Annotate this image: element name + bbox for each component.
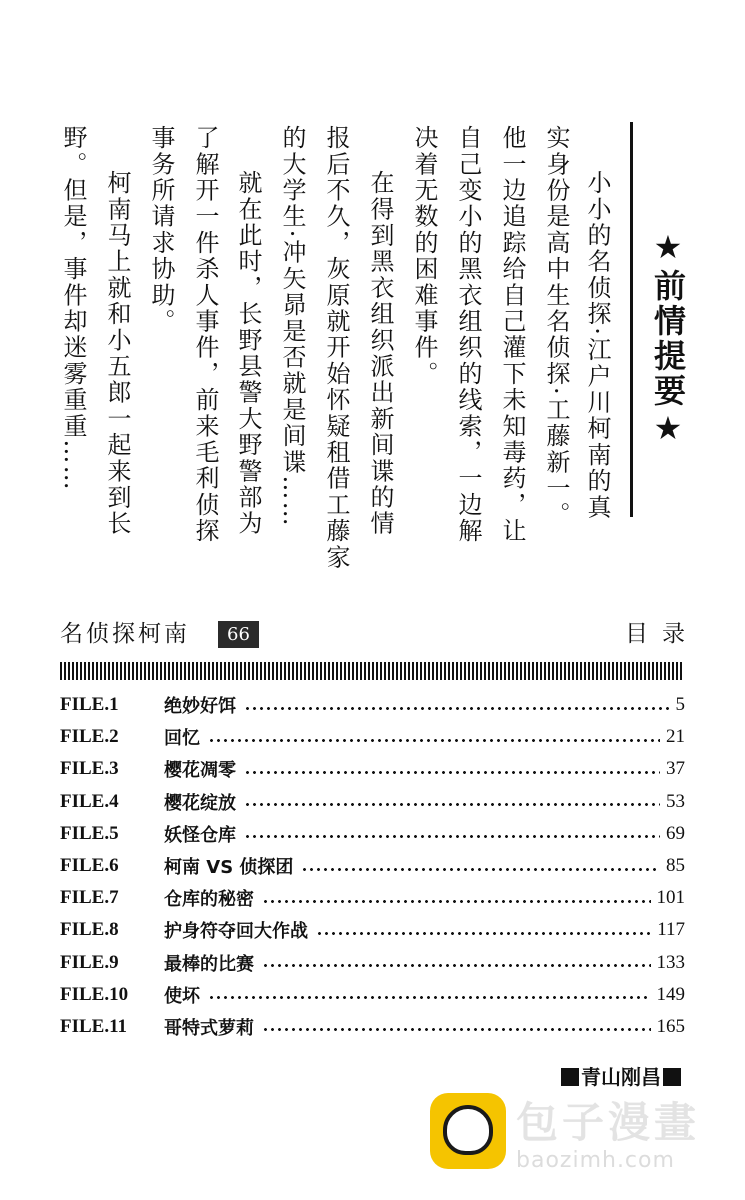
- synopsis-line: 柯南马上就和小五郎一起来到长: [103, 170, 131, 537]
- page-number: 21: [666, 726, 685, 748]
- chapter-title: 使坏: [164, 985, 200, 1007]
- file-number: FILE.7: [60, 887, 119, 909]
- synopsis-line: 决着无数的困难事件。: [410, 125, 438, 387]
- volume-badge: 66: [218, 621, 259, 648]
- toc-entry[interactable]: [60, 947, 685, 979]
- toc-entry[interactable]: [60, 818, 685, 850]
- toc-entry[interactable]: [60, 914, 685, 946]
- page-number: 5: [675, 694, 685, 716]
- author-name: 青山刚昌: [581, 1065, 661, 1089]
- watermark-name: 包子漫畫: [516, 1098, 701, 1147]
- synopsis-line: 就在此时，长野县警大野警部为: [234, 170, 262, 537]
- synopsis-line: 的大学生·冲矢昴是否就是间谍……: [278, 125, 306, 528]
- toc-entry[interactable]: [60, 979, 685, 1011]
- synopsis-line: 了解开一件杀人事件，前来毛利侦探: [191, 125, 219, 545]
- chapter-title: 妖怪仓库: [164, 824, 236, 846]
- watermark-url: baozimh.com: [516, 1148, 675, 1173]
- toc-entry[interactable]: [60, 1011, 685, 1043]
- bun-icon: [443, 1105, 493, 1155]
- dot-leader: [208, 996, 651, 999]
- chapter-title: 樱花绽放: [164, 792, 236, 814]
- series-title: 名侦探柯南: [60, 621, 190, 647]
- chapter-title: 柯南 VS 侦探团: [164, 857, 294, 879]
- file-number: FILE.11: [60, 1015, 128, 1037]
- chapter-title: 绝妙好饵: [164, 696, 236, 718]
- page-number: 165: [656, 1015, 685, 1037]
- dot-leader: [316, 932, 651, 935]
- chapter-title: 仓库的秘密: [164, 889, 254, 911]
- file-number: FILE.8: [60, 919, 119, 941]
- toc-entry[interactable]: [60, 850, 685, 882]
- square-bullet-icon: [663, 1068, 681, 1086]
- toc-entry[interactable]: [60, 786, 685, 818]
- hatched-divider: [60, 662, 682, 680]
- dot-leader: [244, 707, 670, 710]
- dot-leader: [244, 771, 660, 774]
- page-number: 85: [666, 855, 685, 877]
- file-number: FILE.1: [60, 694, 119, 716]
- file-number: FILE.2: [60, 726, 119, 748]
- file-number: FILE.6: [60, 855, 119, 877]
- synopsis-line: 在得到黑衣组织派出新间谍的情: [366, 170, 394, 537]
- toc-entry[interactable]: [60, 753, 685, 785]
- watermark-logo-icon: [430, 1093, 506, 1169]
- file-number: FILE.10: [60, 983, 129, 1005]
- toc-title: 目录: [625, 621, 699, 647]
- synopsis-title: ★前情提要★: [649, 228, 687, 450]
- chapter-title: 樱花凋零: [164, 760, 236, 782]
- file-number: FILE.3: [60, 758, 119, 780]
- page-number: 53: [666, 790, 685, 812]
- synopsis-line: 报后不久，灰原就开始怀疑租借工藤家: [322, 125, 350, 571]
- dot-leader: [262, 900, 651, 903]
- chapter-title: 哥特式萝莉: [164, 1017, 254, 1039]
- dot-leader: [301, 868, 660, 871]
- page-number: 117: [657, 919, 685, 941]
- dot-leader: [244, 803, 660, 806]
- dot-leader: [262, 964, 651, 967]
- dot-leader: [208, 739, 660, 742]
- dot-leader: [262, 1028, 651, 1031]
- page-number: 101: [656, 887, 685, 909]
- toc-entry[interactable]: [60, 689, 685, 721]
- file-number: FILE.9: [60, 951, 119, 973]
- toc-header: [60, 618, 699, 654]
- toc-entry[interactable]: [60, 882, 685, 914]
- chapter-title: 回忆: [164, 728, 200, 750]
- synopsis-line: 野。但是，事件却迷雾重重……: [59, 125, 87, 492]
- synopsis-line: 他一边追踪给自己灌下未知毒药，让: [498, 125, 526, 545]
- page-number: 133: [656, 951, 685, 973]
- square-bullet-icon: [561, 1068, 579, 1086]
- synopsis-line: 自己变小的黑衣组织的线索，一边解: [454, 125, 482, 545]
- page-number: 149: [656, 983, 685, 1005]
- file-number: FILE.4: [60, 790, 119, 812]
- file-number: FILE.5: [60, 822, 119, 844]
- chapter-title: 护身符夺回大作战: [164, 921, 308, 943]
- page-number: 37: [666, 758, 685, 780]
- page-number: 69: [666, 822, 685, 844]
- synopsis-line: 事务所请求协助。: [147, 125, 175, 335]
- toc-entry[interactable]: [60, 721, 685, 753]
- synopsis-line: 小小的名侦探·江户川柯南的真: [583, 170, 611, 521]
- toc-list: [60, 689, 685, 1043]
- dot-leader: [244, 835, 660, 838]
- synopsis-divider: [630, 122, 633, 517]
- chapter-title: 最棒的比赛: [164, 953, 254, 975]
- synopsis-line: 实身份是高中生名侦探·工藤新一。: [542, 125, 570, 528]
- author-credit: [559, 1063, 683, 1091]
